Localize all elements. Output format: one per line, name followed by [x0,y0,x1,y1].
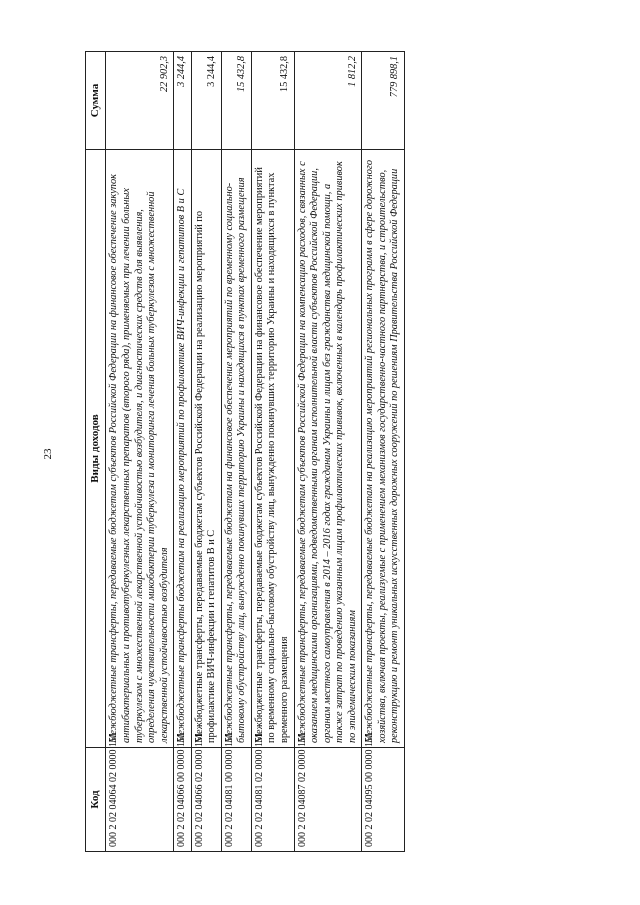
row-sum: 3 244,4 [174,52,192,150]
header-description: Виды доходов [86,150,106,748]
table-header-row [86,52,106,852]
row-sum: 22 902,3 [106,52,174,150]
row-description: Межбюджетные трансферты, передаваемые бюджетам на финансовое обеспечение мероприятий по временному социально-бытовому обустройству лиц, вынужденно покинувших территорию Украины и находящихся в пунктах временного размещения [221,150,251,748]
row-sum: 15 432,8 [251,52,294,150]
rotated-sheet [85,52,555,852]
header-code: Код [86,748,106,852]
table-row [174,52,192,852]
row-code: 000 2 02 04066 00 0000 151 [174,748,192,852]
table-row [362,52,405,852]
row-sum: 779 898,1 [362,52,405,150]
table-row [191,52,221,852]
row-sum: 1 812,2 [294,52,362,150]
row-code: 000 2 02 04087 02 0000 151 [294,748,362,852]
row-sum: 3 244,4 [191,52,221,150]
row-description: Межбюджетные трансферты, передаваемые бюджетам субъектов Российской Федерации на компенсацию расходов, связанных с оказанием медицинскими организациями, подведомственными органам исполнительной власти субъектов Российской Федерации, органам местного самоуправления в 2014 – 2016 годах гражданам Украины и лицам без гражданства медицинской помощи, а также затрат по проведению указанным лицам профилактических прививок, включенных в календарь профилактических прививок по эпидемическим показаниям [294,150,362,748]
table-row [106,52,174,852]
row-description: Межбюджетные трансферты, передаваемые бюджетам субъектов Российской Федерации на реализацию мероприятий по профилактике ВИЧ-инфекции и гепатитов В и С [191,150,221,748]
row-code: 000 2 02 04064 02 0000 151 [106,748,174,852]
table-row [294,52,362,852]
row-code: 000 2 02 04081 02 0000 151 [251,748,294,852]
row-code: 000 2 02 04095 00 0000 151 [362,748,405,852]
row-sum: 15 432,8 [221,52,251,150]
row-code: 000 2 02 04081 00 0000 151 [221,748,251,852]
header-sum: Сумма [86,52,106,150]
row-description: Межбюджетные трансферты, передаваемые бюджетам на реализацию мероприятий региональных программ в сфере дорожного хозяйства, включая проекты, реализуемые с применением механизмов государственно-частного партнерства, и строительство, реконструкцию и ремонт уникальных искусственных дорожных сооружений по решениям Правительства Российской Федерации [362,150,405,748]
table-row [251,52,294,852]
row-description: Межбюджетные трансферты, передаваемые бюджетам субъектов Российской Федерации на финансовое обеспечение закупок антибактериальных и противотуберкулезных лекарственных препаратов (второго ряда), применяемых при лечении больных туберкулезом с множественной лекарственной устойчивостью возбудителя, и диагностических средств для выявления, определения чувствительности микобактерии туберкулеза и мониторинга лечения больных туберкулезом с множественной лекарственной устойчивостью возбудителя [106,150,174,748]
page-number: 23 [42,448,54,460]
table-row [221,52,251,852]
row-description: Межбюджетные трансферты бюджетам на реализацию мероприятий по профилактике ВИЧ-инфекции и гепатитов В и С [174,150,192,748]
row-description: Межбюджетные трансферты, передаваемые бюджетам субъектов Российской Федерации на финансовое обеспечение мероприятий по временному социально-бытовому обустройству лиц, вынужденно покинувших территорию Украины и находящихся в пунктах временного размещения [251,150,294,748]
row-code: 000 2 02 04066 02 0000 151 [191,748,221,852]
revenue-table [85,51,405,852]
